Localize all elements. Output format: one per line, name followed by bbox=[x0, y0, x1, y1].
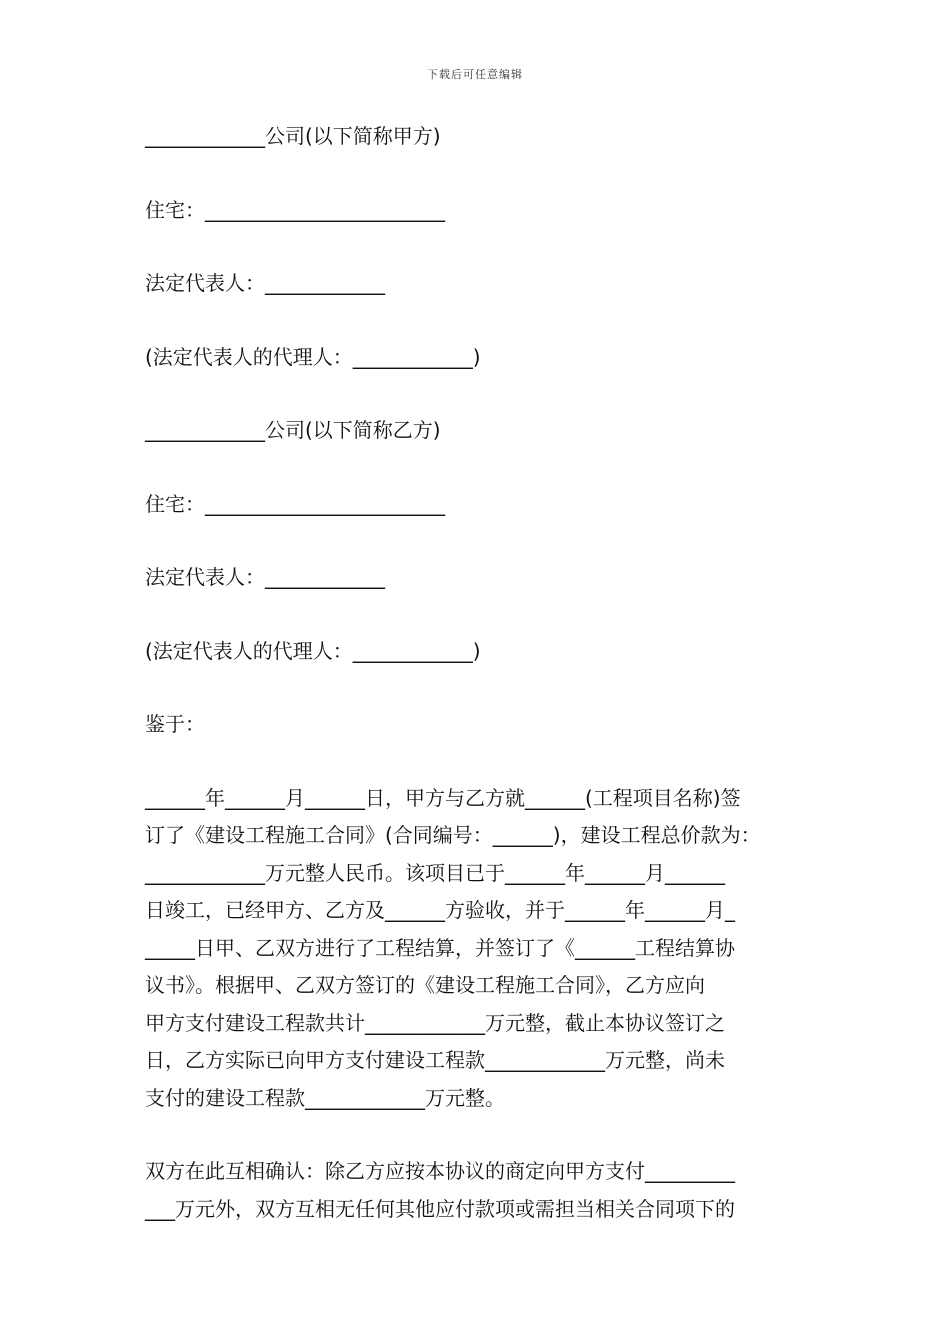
paragraph-line: 议书》。根据甲、乙双方签订的《建设工程施工合同》，乙方应向 bbox=[145, 973, 705, 997]
paragraph-line: ____________万元整人民币。该项目已于______年______月______ bbox=[145, 860, 725, 885]
paragraph-line: ______年______月______日，甲方与乙方就______(工程项目名称)签 bbox=[145, 785, 741, 810]
paragraph-line: 订了《建设工程施工合同》(合同编号：______)，建设工程总价款为： bbox=[145, 823, 761, 847]
party-b-company: ____________公司(以下简称乙方) bbox=[145, 418, 441, 442]
body-paragraph-2 bbox=[145, 1153, 815, 1228]
document-body bbox=[145, 118, 815, 1228]
paragraph-line: 日竣工，已经甲方、乙方及______方验收，并于______年______月_ bbox=[145, 898, 735, 922]
party-a-company: ____________公司(以下简称甲方) bbox=[145, 124, 441, 148]
party-a-residence: 住宅：________________________ bbox=[145, 197, 445, 222]
paragraph-line: ___万元外，双方互相无任何其他应付款项或需担当相关合同项下的 bbox=[145, 1196, 735, 1221]
party-b-legal-rep: 法定代表人：____________ bbox=[145, 565, 385, 589]
paragraph-line: 支付的建设工程款____________万元整。 bbox=[145, 1085, 505, 1110]
party-a-agent: (法定代表人的代理人：____________) bbox=[145, 344, 481, 369]
party-b-residence: 住宅：________________________ bbox=[145, 491, 445, 516]
party-a-legal-rep: 法定代表人：____________ bbox=[145, 271, 385, 295]
whereas-heading: 鉴于： bbox=[145, 712, 205, 736]
body-paragraph-1 bbox=[145, 780, 815, 1118]
header-note: 下载后可任意编辑 bbox=[427, 68, 523, 81]
paragraph-line: _____日甲、乙双方进行了工程结算，并签订了《______工程结算协 bbox=[145, 935, 735, 960]
paragraph-line: 甲方支付建设工程款共计____________万元整，截止本协议签订之 bbox=[145, 1010, 725, 1035]
paragraph-line: 日，乙方实际已向甲方支付建设工程款____________万元整，尚未 bbox=[145, 1048, 725, 1072]
party-b-agent: (法定代表人的代理人：____________) bbox=[145, 638, 481, 663]
paragraph-line: 双方在此互相确认：除乙方应按本协议的商定向甲方支付_________ bbox=[145, 1159, 735, 1183]
